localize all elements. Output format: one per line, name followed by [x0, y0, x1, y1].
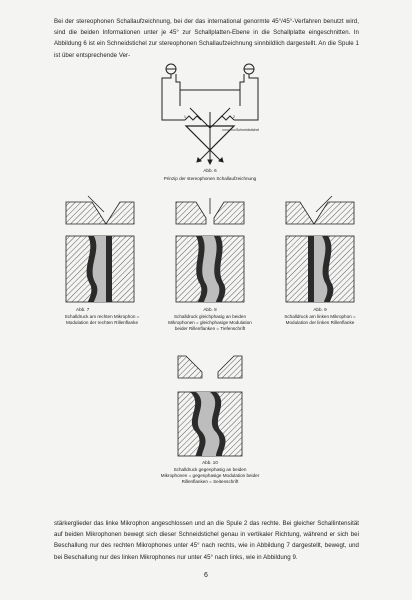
fig8-label: Abb. 8 — [203, 307, 217, 312]
intro-paragraph: Bei der stereophonen Schallaufzeichnung, bei der das international genormte 45°/45°-Verfahren benutzt wird, sind die beiden Informationen unter je 45° zur Schallplatten-Ebene in die Schallplatte eingeschnitten. In Abbildung 6 ist ein Schneidstichel zur stereophonen Schallaufzeichnung sinnbildlich dargestellt. An die Spule 1 ist über entsprechende Ver- — [54, 18, 359, 59]
fig7-groove-track — [66, 236, 134, 302]
fig8-groove-track — [176, 236, 244, 302]
fig10-label: Abb. 10 — [202, 460, 218, 465]
fig9-groove-track — [286, 236, 354, 302]
fig7-label: Abb. 7 — [76, 307, 90, 312]
closing-paragraph: stärkerglieder das linke Mikrophon angeschlossen und an die Spule 2 das rechte. Bei gleicher Schallintensität auf beiden Mikrophonen bewegt sich dieser Schneidstichel genau in vertikaler Richtung, während er sich bei Beschallung nur des rechten Mikrophones unter 45° nach rechts, wie in Abbildung 7 dargestellt, bewegt, und bei Beschallung nur des linken Mikrophones nur unter 45° nach links, wie in Abbildung 9. — [54, 520, 359, 561]
fig7-groove-section — [66, 196, 134, 224]
fig10-caption: Schalldruck gegenphasig an beiden Mikrophonen = gegenphasige Modulation beider Rillenflanken = Seitenschrift — [160, 467, 260, 484]
fig9-caption: Schalldruck am linken Mikrophon = Modulation der linken Rillenflanke — [284, 314, 356, 325]
fig6-label: Abb. 6 — [203, 168, 217, 173]
page-number: 6 — [204, 572, 208, 579]
fig10-groove-section — [178, 356, 242, 378]
fig10-groove-track — [178, 392, 242, 456]
fig8-groove-section — [176, 198, 244, 224]
stylus-label: Schneidstichel — [236, 128, 260, 132]
fig9-label: Abb. 9 — [313, 307, 327, 312]
fig6-caption: Prinzip der stereophonen Schallaufzeichnung — [163, 176, 257, 181]
coil-2-label: 2 — [233, 115, 235, 119]
fig9-groove-section — [286, 196, 354, 224]
fig8-caption: Schalldruck gleichphasig an beiden Mikrophonen = gleichphasige Modulation beider Rillenflanken = Tiefenschrift — [168, 314, 252, 331]
coil-1-label: 1 — [184, 115, 186, 119]
fig7-caption: Schalldruck am rechten Mikrophon = Modulation der rechten Rillenflanke — [64, 314, 140, 325]
